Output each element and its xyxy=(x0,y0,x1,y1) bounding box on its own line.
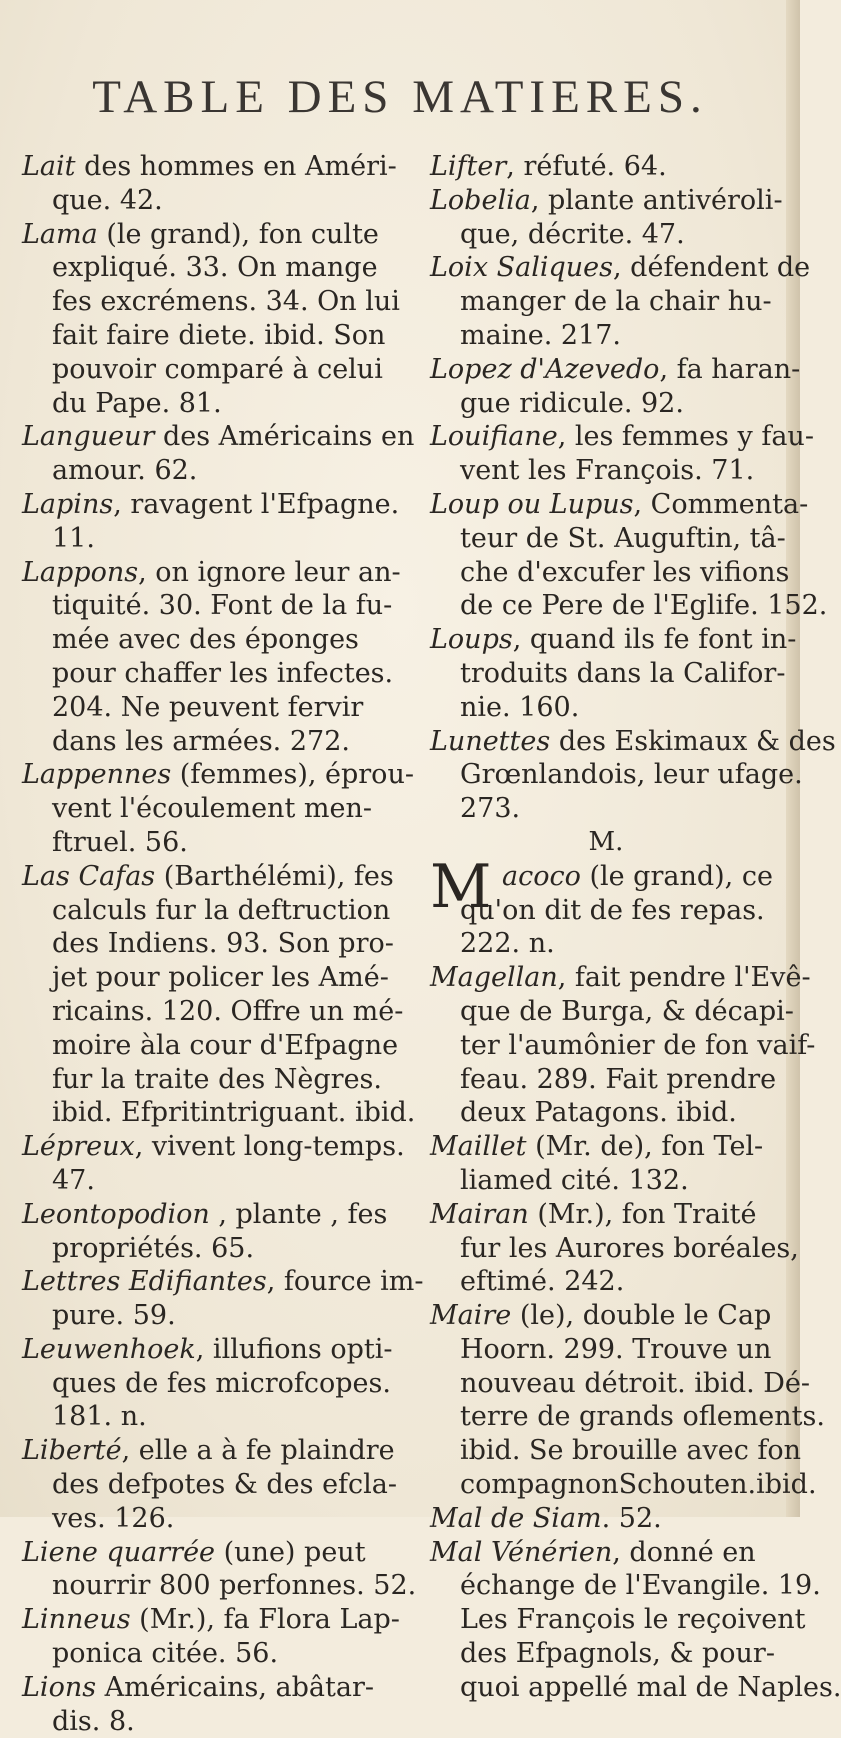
entry-text: des Américains en xyxy=(154,421,415,453)
entry-line xyxy=(22,1603,417,1637)
entry-text: qu'on dit de fes repas. xyxy=(460,894,765,926)
entry-head: Leuwenhoek xyxy=(22,1333,196,1365)
entry-text: (le grand), ce xyxy=(580,860,773,892)
entry-line: pure. 59. xyxy=(52,1300,176,1332)
index-entry xyxy=(430,1198,799,1299)
entry-text: , fait pendre l'Evê- xyxy=(557,962,811,994)
entry-head: Maillet xyxy=(430,1131,527,1163)
page-title: TABLE DES MATIERES. xyxy=(92,71,708,123)
index-entry xyxy=(22,860,417,1130)
index-entry xyxy=(430,420,814,488)
index-entry xyxy=(22,758,417,859)
index-entry xyxy=(22,1333,417,1434)
entry-line: gue ridicule. 92. xyxy=(460,387,684,419)
entry-line xyxy=(430,184,782,218)
entry-text: . 52. xyxy=(601,1502,662,1534)
section-letter-m: M. xyxy=(588,826,624,857)
entry-line: 181. n. xyxy=(52,1401,147,1433)
index-entry xyxy=(430,1536,841,1705)
index-entry xyxy=(430,725,836,826)
index-entry xyxy=(22,1536,417,1604)
entry-line: ques de fes microfcopes. xyxy=(52,1367,391,1399)
index-entry xyxy=(430,184,782,252)
entry-line xyxy=(22,1671,417,1705)
entry-text: , fa haran- xyxy=(659,353,801,385)
entry-line xyxy=(22,420,417,454)
entry-line: 204. Ne peuvent fervir xyxy=(52,691,364,723)
entry-line: dis. 8. xyxy=(52,1705,135,1737)
entry-line: nie. 160. xyxy=(460,691,580,723)
entry-line: fait faire diete. ibid. Son xyxy=(52,319,386,351)
entry-line: fur la traite des Nègres. xyxy=(52,1063,382,1095)
entry-line: jet pour policer les Amé- xyxy=(52,962,389,994)
entry-text: , elle a à fe plaindre xyxy=(121,1435,395,1467)
entry-line: pouvoir comparé à celui xyxy=(52,353,383,385)
entry-line: ftruel. 56. xyxy=(52,826,188,858)
index-entry xyxy=(22,218,417,421)
entry-head: Lunettes xyxy=(430,725,551,757)
entry-text: des hommes en Améri- xyxy=(75,151,397,182)
entry-line: amour. 62. xyxy=(52,455,198,487)
entry-line: compagnonSchouten.ibid. xyxy=(460,1469,817,1501)
right-entries-m xyxy=(430,961,841,1705)
entry-line: manger de la chair hu- xyxy=(460,286,772,318)
entry-line: ponica citée. 56. xyxy=(52,1638,279,1670)
entry-line: que, décrite. 47. xyxy=(460,218,685,250)
entry-line: ves. 126. xyxy=(52,1502,175,1534)
right-column xyxy=(430,150,841,1705)
entry-head: Lapins xyxy=(22,488,114,520)
entry-line: des Efpagnols, & pour- xyxy=(460,1638,775,1670)
entry-head: Lettres Edifiantes xyxy=(22,1266,267,1298)
entry-line: 11. xyxy=(52,522,95,554)
entry-text: , plante , fes xyxy=(209,1198,388,1230)
entry-line: Grœnlandois, leur ufage. xyxy=(460,759,803,791)
entry-line xyxy=(22,488,417,522)
entry-line xyxy=(22,556,417,590)
entry-line: pour chaffer les infectes. xyxy=(52,657,394,689)
index-entry xyxy=(22,420,417,488)
index-entry xyxy=(430,623,797,724)
entry-text: , donné en xyxy=(612,1536,756,1568)
index-entry xyxy=(430,961,816,1130)
entry-line: eftimé. 242. xyxy=(460,1266,625,1298)
entry-line: teur de St. Auguftin, tâ- xyxy=(460,522,786,554)
entry-text: , on ignore leur an- xyxy=(138,556,401,588)
entry-line xyxy=(430,353,801,387)
entry-line xyxy=(430,420,814,454)
index-entry xyxy=(22,1265,424,1333)
entry-line xyxy=(22,218,417,252)
entry-line xyxy=(22,1536,417,1570)
entry-line: fur les Aurores boréales, xyxy=(460,1232,799,1264)
entry-line: ibid. Se brouille avec fon xyxy=(460,1435,802,1467)
entry-line xyxy=(430,1502,782,1536)
entry-text: , fource im- xyxy=(266,1266,424,1298)
entry-line xyxy=(430,1299,782,1333)
entry-line: mée avec des éponges xyxy=(52,624,359,656)
entry-line: 47. xyxy=(52,1164,95,1196)
entry-line: vent les François. 71. xyxy=(460,455,755,487)
entry-head: Loup ou Lupus xyxy=(430,488,634,520)
entry-line xyxy=(430,251,811,285)
entry-line xyxy=(22,1434,417,1468)
index-entry xyxy=(22,1434,417,1535)
entry-text: (femmes), éprou- xyxy=(171,759,414,791)
index-entry xyxy=(430,1299,825,1502)
entry-text: , illufions opti- xyxy=(195,1333,393,1365)
entry-head: Lépreux xyxy=(22,1131,135,1163)
entry-head: Maire xyxy=(430,1300,512,1332)
entry-head: acoco xyxy=(502,860,581,892)
entry-line: de ce Pere de l'Eglife. 152. xyxy=(460,590,828,622)
entry-line xyxy=(430,725,836,759)
entry-head: Lappennes xyxy=(22,759,172,791)
entry-text: (Mr. de), fon Tel- xyxy=(526,1131,764,1163)
entry-head: Lions xyxy=(22,1671,97,1703)
index-entry xyxy=(22,150,417,218)
entry-head: Leontopodion xyxy=(22,1198,210,1230)
entry-line: terre de grands oflements. xyxy=(460,1401,825,1433)
entry-line xyxy=(430,150,782,184)
entry-head: Louifiane xyxy=(430,421,558,453)
entry-head: Langueur xyxy=(22,421,155,453)
entry-line: ter l'aumônier de fon vaif- xyxy=(460,1029,816,1061)
entry-head: Lobelia xyxy=(430,184,531,216)
entry-line: quoi appellé mal de Naples. xyxy=(460,1671,841,1703)
entry-text: (le grand), fon culte xyxy=(97,218,379,250)
entry-head: Lait xyxy=(22,151,76,182)
entry-text: Américains, abâtar- xyxy=(96,1671,375,1703)
entry-text: , plante antivéroli- xyxy=(530,184,783,216)
entry-text: (une) peut xyxy=(215,1536,366,1568)
entry-line xyxy=(430,623,797,657)
index-entry xyxy=(430,488,828,623)
entry-line: che d'excufer les vifions xyxy=(460,556,790,588)
entry-line xyxy=(22,1130,417,1164)
entry-line: ricains. 120. Offre un mé- xyxy=(52,995,404,1027)
index-entry xyxy=(430,150,782,184)
index-entry xyxy=(22,1130,417,1198)
entry-line: propriétés. 65. xyxy=(52,1232,255,1264)
entry-line xyxy=(22,1333,417,1367)
entry-head: Mal Vénérien xyxy=(430,1536,613,1568)
entry-line: du Pape. 81. xyxy=(52,387,222,419)
entry-line: des defpotes & des efcla- xyxy=(52,1469,398,1501)
entry-head: Lifter xyxy=(430,151,507,182)
entry-line: tiquité. 30. Font de la fu- xyxy=(52,590,393,622)
entry-line: fes excrémens. 34. On lui xyxy=(52,286,400,318)
index-entry xyxy=(22,1671,417,1738)
entry-line xyxy=(430,488,809,522)
entry-head: Linneus xyxy=(22,1604,131,1636)
entry-head: Lama xyxy=(22,218,98,250)
drop-cap: M xyxy=(430,851,492,922)
entry-line xyxy=(430,1198,782,1232)
entry-text: (Barthélémi), fes xyxy=(155,860,394,892)
entry-head: Lappons xyxy=(22,556,139,588)
entry-line: nouveau détroit. ibid. Dé- xyxy=(460,1367,811,1399)
entry-line: Les François le reçoivent xyxy=(460,1604,806,1636)
entry-line: troduits dans la Califor- xyxy=(460,657,786,689)
entry-head: Las Cafas xyxy=(22,860,156,892)
index-entry xyxy=(22,1198,417,1266)
entry-text: , ravagent l'Efpagne. xyxy=(113,488,400,520)
entry-line: feau. 289. Fait prendre xyxy=(460,1063,777,1095)
entry-line xyxy=(430,1130,782,1164)
entry-line: des Indiens. 93. Son pro- xyxy=(52,928,394,960)
entry-text: (le), double le Cap xyxy=(511,1300,772,1332)
entry-line xyxy=(22,150,417,184)
entry-head: Liberté xyxy=(22,1435,122,1467)
entry-line xyxy=(22,860,417,894)
entry-text: 222. n. xyxy=(460,928,555,960)
entry-line: échange de l'Evangile. 19. xyxy=(460,1570,821,1602)
entry-head: Magellan xyxy=(430,962,558,994)
entry-macoco xyxy=(430,851,782,928)
entry-head: Liene quarrée xyxy=(22,1536,216,1568)
entry-line xyxy=(22,1198,417,1232)
entry-text: (Mr.), fon Traité xyxy=(528,1198,757,1230)
entry-text: , quand ils fe font in- xyxy=(512,624,797,656)
right-entries-l xyxy=(430,150,836,826)
index-entry xyxy=(22,556,417,759)
entry-head: Loix Saliques xyxy=(430,252,614,284)
entry-text: , les femmes y fau- xyxy=(557,421,814,453)
entry-line: dans les armées. 272. xyxy=(52,725,350,757)
entry-head: Loups xyxy=(430,624,513,656)
entry-line xyxy=(430,1536,782,1570)
entry-line: Hoorn. 299. Trouve un xyxy=(460,1333,772,1365)
entry-line: expliqué. 33. On mange xyxy=(52,252,378,284)
entry-line xyxy=(22,1265,424,1299)
entry-line: moire àla cour d'Efpagne xyxy=(52,1029,399,1061)
entry-line: liamed cité. 132. xyxy=(460,1164,689,1196)
index-entry xyxy=(22,488,417,556)
entry-line: calculs fur la deftruction xyxy=(52,894,391,926)
entry-line: 273. xyxy=(460,793,521,825)
entry-line xyxy=(430,961,811,995)
entry-text: , défendent de xyxy=(613,252,811,284)
index-entry xyxy=(430,353,801,421)
entry-head: Mairan xyxy=(430,1198,529,1230)
entry-line: nourrir 800 perfonnes. 52. xyxy=(52,1570,417,1602)
index-entry xyxy=(22,1603,417,1671)
index-entry xyxy=(430,1130,782,1198)
index-entry xyxy=(430,1502,782,1536)
entry-text: , Commenta- xyxy=(633,488,809,520)
entry-line: que de Burga, & décapi- xyxy=(460,995,794,1027)
entry-line: vent l'écoulement men- xyxy=(52,793,372,825)
entry-line: maine. 217. xyxy=(460,319,621,351)
entry-text: , vivent long-temps. xyxy=(134,1131,405,1163)
entry-head: Lopez d'Azevedo xyxy=(430,353,660,385)
entry-line: que. 42. xyxy=(52,184,163,216)
entry-text: (Mr.), fa Flora Lap- xyxy=(130,1604,400,1636)
entry-text: des Eskimaux & des xyxy=(550,725,836,757)
index-entry xyxy=(430,251,811,352)
entry-text: , réfuté. 64. xyxy=(506,151,667,182)
entry-line: deux Patagons. ibid. xyxy=(460,1097,737,1129)
entry-head: Mal de Siam xyxy=(430,1502,602,1534)
left-column xyxy=(22,150,424,1738)
entry-line xyxy=(22,758,417,792)
entry-line: ibid. Efpritintriguant. ibid. xyxy=(52,1097,416,1129)
